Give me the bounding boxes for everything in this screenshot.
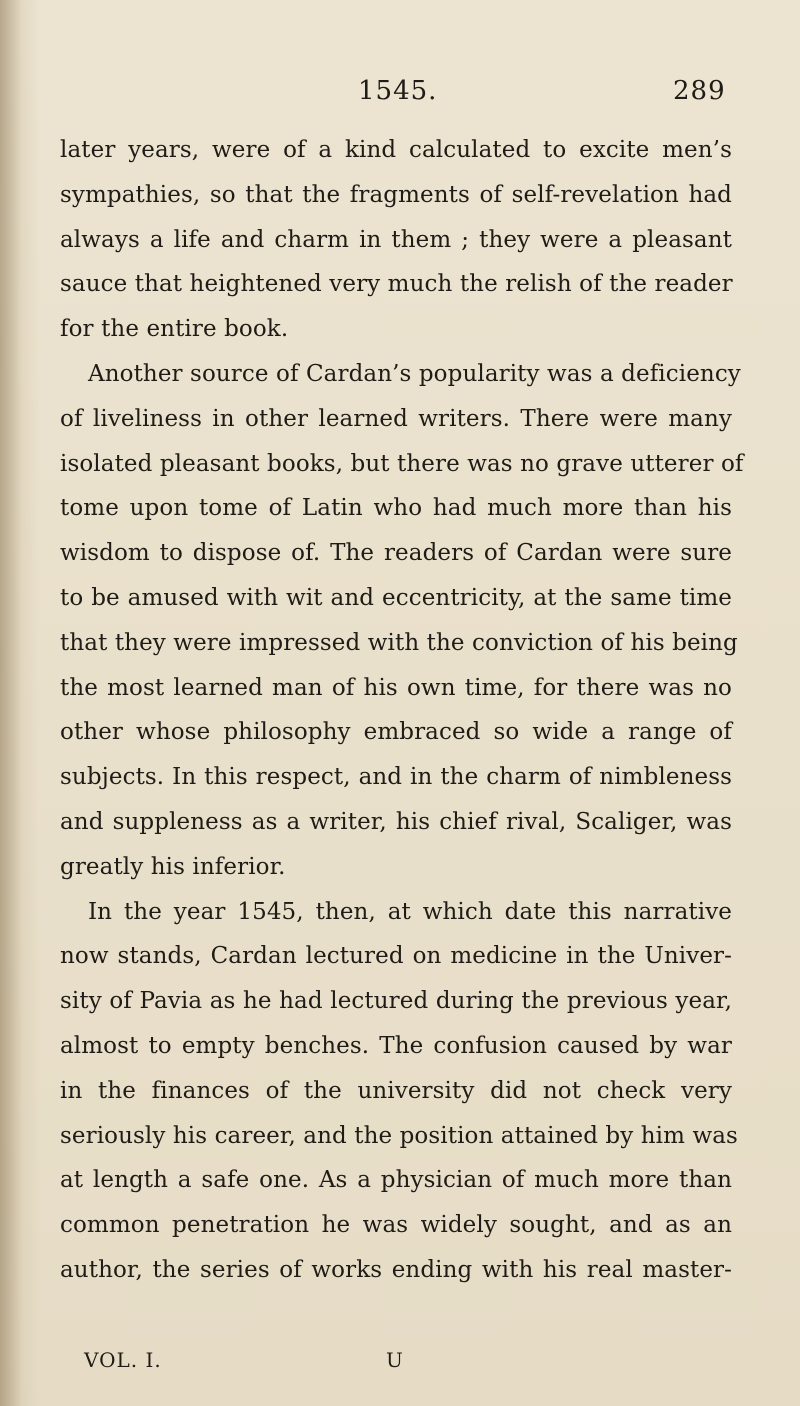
running-title: 1545.	[358, 76, 438, 106]
text-line: sauce that heightened very much the relish of the reader	[60, 271, 733, 298]
text-line: in the finances of the university did not check very	[60, 1077, 732, 1104]
page-footer	[0, 1348, 800, 1378]
binding-shadow	[0, 0, 22, 1406]
text-line: seriously his career, and the position attained by him was	[60, 1122, 738, 1149]
text-line: sympathies, so that the fragments of self-revelation had	[60, 181, 732, 208]
volume-label: VOL. I.	[84, 1348, 162, 1372]
text-line: wisdom to dispose of. The readers of Cardan were sure	[60, 540, 732, 567]
text-line: almost to empty benches. The confusion caused by war	[60, 1032, 732, 1059]
paragraph-start: Another source of Cardan’s popularity was a deficiency	[88, 360, 741, 387]
text-line: at length a safe one. As a physician of much more than	[60, 1167, 732, 1194]
text-line: sity of Pavia as he had lectured during the previous year,	[60, 988, 732, 1015]
text-line: the most learned man of his own time, for there was no	[60, 674, 732, 701]
text-line: for the entire book.	[60, 316, 289, 343]
running-head	[0, 76, 800, 116]
text-line: that they were impressed with the conviction of his being	[60, 629, 738, 656]
paragraph-start: In the year 1545, then, at which date this narrative	[88, 898, 732, 925]
text-line: subjects. In this respect, and in the charm of nimbleness	[60, 764, 732, 791]
text-line: greatly his inferior.	[60, 853, 286, 880]
text-line: common penetration he was widely sought, and as an	[60, 1212, 732, 1239]
body-text	[60, 128, 744, 1293]
text-line: of liveliness in other learned writers. There were many	[60, 405, 732, 432]
text-line: to be amused with wit and eccentricity, at the same time	[60, 584, 732, 611]
text-line: and suppleness as a writer, his chief rival, Scaliger, was	[60, 808, 732, 835]
page-number: 289	[673, 76, 726, 106]
text-line: author, the series of works ending with his real master-	[60, 1256, 732, 1283]
text-line: isolated pleasant books, but there was no grave utterer of	[60, 450, 744, 477]
text-line: tome upon tome of Latin who had much more than his	[60, 495, 732, 522]
text-line: always a life and charm in them ; they were a pleasant	[60, 226, 732, 253]
text-line: other whose philosophy embraced so wide a range of	[60, 719, 732, 746]
text-line: now stands, Cardan lectured on medicine in the Univer-	[60, 943, 732, 970]
text-line: later years, were of a kind calculated to excite men’s	[60, 137, 732, 163]
signature-mark: U	[386, 1348, 403, 1372]
